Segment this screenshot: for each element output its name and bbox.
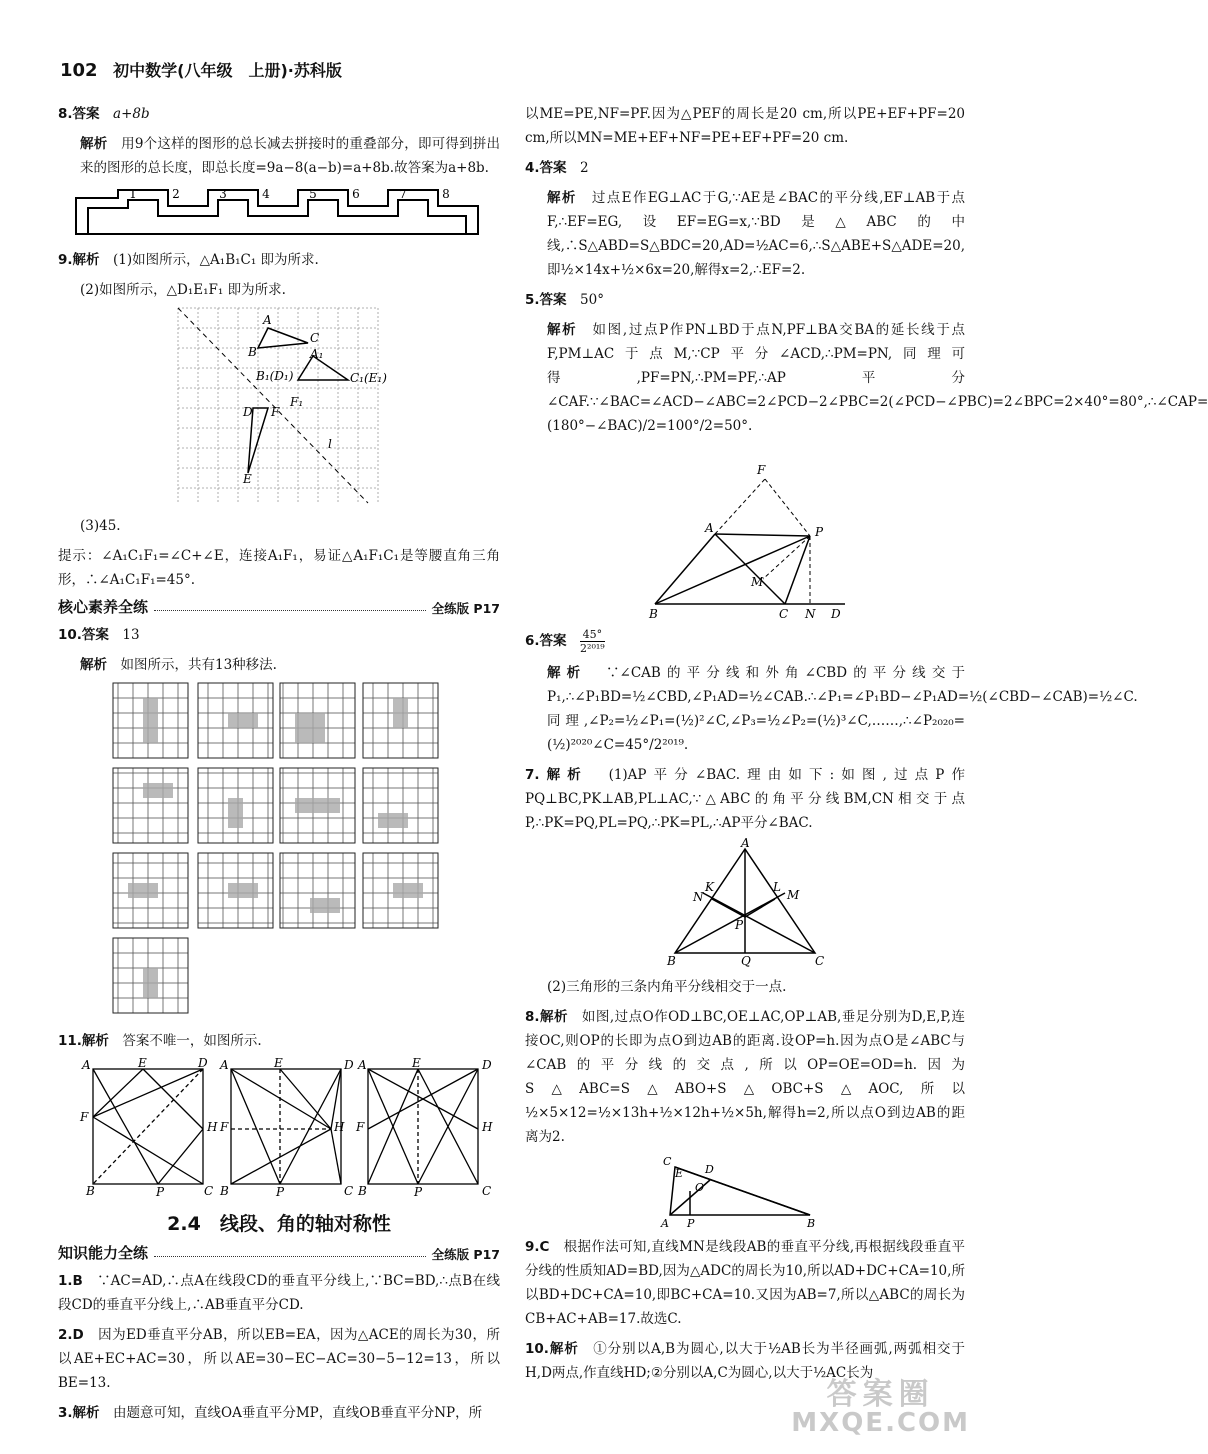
svg-text:l: l [328,437,332,451]
square-lines-figure [58,1056,498,1199]
svg-text:D: D [831,607,841,621]
svg-text:A: A [358,1058,367,1072]
r5-analysis: 解析 如图,过点P作PN⊥BD于点N,PF⊥BA交BA的延长线于点F,PM⊥AC于点M,∵CP平分∠ACD,∴PM=PN,同理可得,PF=PN,∴PM=PF,∴AP平分∠CAF.∵∠BAC=∠ACD−∠ABC=2∠PCD−2∠PBC=2(∠PCD−∠PBC)=2∠BPC=2×40°=80°,∴∠CAP=(180°−∠BAC)/2=100°/2=50°. [547,322,1208,434]
strip-label: 8 [442,187,450,201]
r7-part2: (2)三角形的三条内角平分线相交于一点. [547,979,787,995]
svg-text:H: H [482,1120,493,1134]
svg-text:A: A [705,521,714,535]
r7-part1: 7.解析 (1)AP平分∠BAC.理由如下:如图,过点P作PQ⊥BC,PK⊥AB,PL⊥AC,∵△ABC的角平分线BM,CN相交于点P,∴PK=PQ,PL=PQ,∴PK=PL,∴AP平分∠BAC. [525,767,966,831]
svg-text:M: M [787,888,800,902]
svg-text:B: B [807,1217,816,1230]
strip-figure [58,186,498,242]
svg-text:A: A [263,313,272,327]
svg-text:M: M [751,575,764,589]
q9-part2: (2)如图所示，△D₁E₁F₁ 即为所求. [80,282,286,298]
svg-text:F: F [220,1120,229,1134]
svg-text:O: O [695,1181,705,1194]
k2: 2.D 因为ED垂直平分AB，所以EB=EA，因为△ACE的周长为30，所以AE+EC+AC=30，所以AE=30−EC−AC=30−5−12=13，所以BE=13. [58,1327,500,1391]
q8-analysis: 解析 用9个这样的图形的总长减去拼接时的重叠部分，即可得到拼出来的图形的总长度，即总长度=9a−8(a−b)=a+8b.故答案为a+8b. [80,136,501,176]
svg-text:A: A [82,1058,91,1072]
svg-text:B: B [667,954,676,968]
svg-text:H: H [207,1120,218,1134]
svg-text:A: A [220,1058,229,1072]
r6-answer: 6.答案 $\frac{45^\circ}{\text{2²⁰¹⁹}}$ [525,628,605,655]
svg-text:C: C [663,1155,672,1168]
strip-label: 7 [399,187,407,201]
q9-hint: 提示：∠A₁C₁F₁=∠C+∠E，连接A₁F₁，易证△A₁F₁C₁是等腰直角三角形，∴∠A₁C₁F₁=45°. [58,548,500,588]
svg-text:P: P [156,1185,165,1199]
q10-analysis: 解析 如图所示，共有13种移法. [80,657,277,673]
svg-text:F₁: F₁ [290,395,304,409]
svg-text:C: C [204,1184,214,1198]
strip-label: 2 [172,187,180,201]
q11-analysis: 11.解析 答案不唯一，如图所示. [58,1033,262,1049]
q9-part1: 9.解析 (1)如图所示，△A₁B₁C₁ 即为所求. [58,252,319,268]
svg-text:C: C [779,607,789,621]
strip-label: 1 [129,187,137,201]
svg-text:D: D [482,1058,492,1072]
book-title: 初中数学(八年级 上册)·苏科版 [113,61,342,80]
svg-text:C: C [310,331,320,345]
svg-text:C: C [815,954,825,968]
svg-text:F: F [80,1110,89,1124]
svg-text:L: L [773,880,781,894]
q9-part3: (3)45. [80,518,121,534]
svg-text:B: B [649,607,658,621]
svg-text:E: E [138,1056,147,1070]
svg-text:C₁(E₁): C₁(E₁) [350,371,387,385]
fig-7-triangle [525,836,965,969]
svg-text:P: P [815,525,824,539]
strip-label: 3 [219,187,227,201]
r8-analysis: 8.解析 如图,过点O作OD⊥BC,OE⊥AC,OP⊥AB,垂足分别为D,E,P,连接OC,则OP的长即为点O到边AB的距离.设OP=h.因为点O是∠ABC与∠CAB的平分线的交点,所以OP=OE=OD=h.因为S△ABC=S△ABO+S△OBC+S△AOC,所以½×5×12=½×13h+½×12h+½×5h,解得h=2,所以点O到边AB的距离为2. [525,1009,965,1145]
right-column [525,102,1208,1391]
page-number: 102 [60,60,98,81]
svg-text:B: B [220,1184,229,1198]
svg-text:P: P [735,918,744,932]
svg-text:C: C [344,1184,354,1198]
q10-answer: 10.答案 13 [58,627,140,643]
svg-text:E: E [412,1056,421,1070]
section-core-literacy: 核心素养全练 全练版 P17 [58,598,500,616]
section-title-2-4: 2.4 线段、角的轴对称性 [167,1213,391,1235]
strip-label: 6 [352,187,360,201]
svg-text:E: E [274,1056,283,1070]
svg-text:B: B [358,1184,367,1198]
r10: 10.解析 ①分别以A,B为圆心,以大于½AB长为半径画弧,两弧相交于H,D两点,作直线HD;②分别以A,C为圆心,以大于½AC长为 [525,1341,966,1381]
r3-continued: 以ME=PE,NF=PF.因为△PEF的周长是20 cm,所以PE+EF+PF=20 cm,所以MN=ME+EF+NF=PE+EF+PF=20 cm. [525,106,965,146]
svg-text:B₁(D₁): B₁(D₁) [256,369,294,383]
grid-triangle-figure [58,308,498,508]
svg-text:D: D [198,1056,208,1070]
svg-text:D: D [344,1058,354,1072]
svg-text:A₁: A₁ [310,347,324,361]
k1: 1.B ∵AC=AD,∴点A在线段CD的垂直平分线上,∵BC=BD,∴点B在线段CD的垂直平分线上,∴AB垂直平分CD. [58,1273,501,1313]
svg-text:D: D [705,1163,714,1176]
fig-5-triangle [525,444,965,622]
section-knowledge: 知识能力全练 全练版 P17 [58,1244,500,1262]
page-header [60,62,342,80]
svg-text:K: K [705,880,714,894]
grid-moves-figure [58,683,498,1023]
k3: 3.解析 由题意可知，直线OA垂直平分MP，直线OB垂直平分NP，所 [58,1405,483,1421]
svg-text:H: H [334,1120,345,1134]
svg-text:P: P [414,1185,423,1199]
watermark: 答案圈 MXQE.COM [791,1377,970,1438]
svg-text:D: D [243,405,253,419]
svg-text:F: F [356,1120,365,1134]
svg-text:N: N [805,607,816,621]
svg-text:N: N [693,890,704,904]
fig-8-triangle [525,1155,965,1229]
svg-text:C: C [482,1184,492,1198]
svg-text:P: P [687,1217,695,1230]
svg-text:A: A [741,836,750,850]
left-column [58,102,500,1431]
strip-label: 5 [309,187,317,201]
svg-text:P: P [276,1185,285,1199]
svg-text:F: F [271,405,280,419]
strip-label: 4 [262,187,270,201]
svg-text:A: A [661,1217,669,1230]
r5-answer: 5.答案 50° [525,292,604,308]
r6-analysis: 解析 ∵∠CAB的平分线和外角∠CBD的平分线交于P₁,∴∠P₁BD=½∠CBD,∠P₁AD=½∠CAB.∴∠P₁=∠P₁BD−∠P₁AD=½(∠CBD−∠CAB)=½∠C.同理,∠P₂=½∠P₁=(½)²∠C,∠P₃=½∠P₂=(½)³∠C,……,∴∠P₂₀₂₀=(½)²⁰²⁰∠C=45°/2²⁰¹⁹. [547,665,1138,753]
svg-text:Q: Q [741,954,751,968]
r4-answer: 4.答案 2 [525,160,589,176]
svg-text:B: B [86,1184,95,1198]
r9: 9.C 根据作法可知,直线MN是线段AB的垂直平分线,再根据线段垂直平分线的性质知AD=BD,因为△ADC的周长为10,所以AD+DC+CA=10,所以BD+DC+CA=10,即BC+CA=10.又因为AB=7,所以△ABC的周长为CB+AC+AB=17.故选C. [525,1239,966,1327]
svg-text:F: F [757,463,766,477]
svg-text:E: E [675,1167,684,1180]
svg-text:E: E [243,472,252,486]
r4-analysis: 解析 过点E作EG⊥AC于G,∵AE是∠BAC的平分线,EF⊥AB于点F,∴EF=EG,设EF=EG=x,∵BD是△ABC的中线,∴S△ABD=S△BDC=20,AD=½AC=6,∴S△ABE+S△ADE=20,即½×14x+½×6x=20,解得x=2,∴EF=2. [547,190,966,278]
svg-text:B: B [248,345,257,359]
q8-answer: 8.答案 a+8b [58,106,150,122]
